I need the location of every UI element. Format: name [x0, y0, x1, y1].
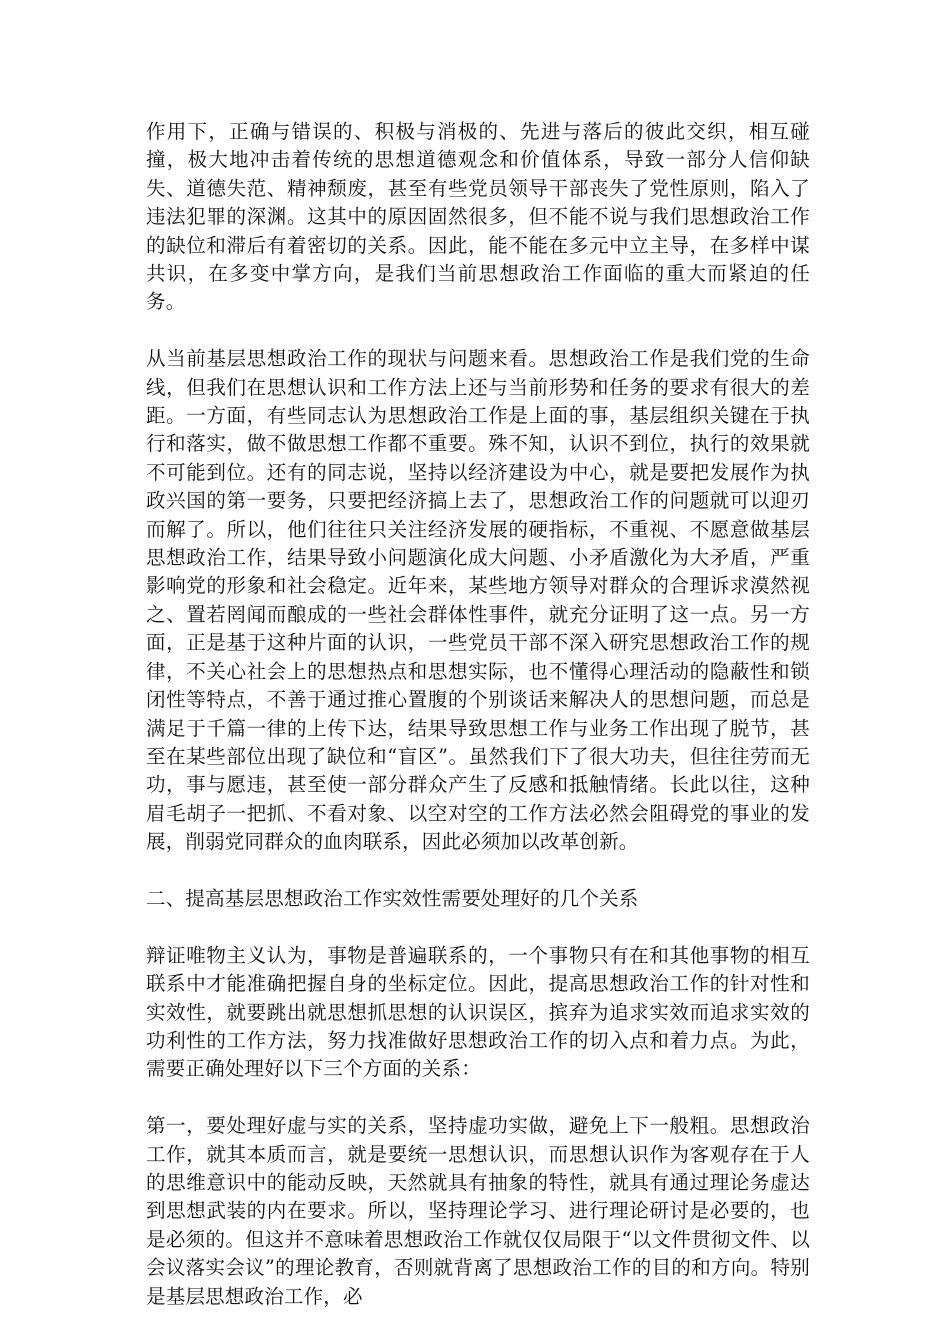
paragraph-current-situation: 从当前基层思想政治工作的现状与问题来看。思想政治工作是我们党的生命线，但我们在思想认识和工作方法上还与当前形势和任务的要求有很大的差距。一方面，有些同志认为思想政治工作是上面的事，基层组织关键在于执行和落实，做不做思想工作都不重要。殊不知，认识不到位，执行的效果就不可能到位。还有的同志说，坚持以经济建设为中心，就是要把发展作为执政兴国的第一要务，只要把经济搞上去了，思想政治工作的问题就可以迎刃而解了。所以，他们往往只关注经济发展的硬指标，不重视、不愿意做基层思想政治工作，结果导致小问题演化成大问题、小矛盾激化为大矛盾，严重影响党的形象和社会稳定。近年来，某些地方领导对群众的合理诉求漠然视之、置若罔闻而酿成的一些社会群体性事件，就充分证明了这一点。另一方面，正是基于这种片面的认识，一些党员干部不深入研究思想政治工作的规律，不关心社会上的思想热点和思想实际，也不懂得心理活动的隐蔽性和锁闭性等特点，不善于通过推心置腹的个别谈话来解决人的思想问题，而总是满足于千篇一律的上传下达，结果导致思想工作与业务工作出现了脱节，甚至在某些部位出现了缺位和“盲区”。虽然我们下了很大功夫，但往往劳而无功，事与愿违，甚至使一部分群众产生了反感和抵触情绪。长此以往，这种眉毛胡子一把抓、不看对象、以空对空的工作方法必然会阻碍党的事业的发展，削弱党同群众的血肉联系，因此必须加以改革创新。: [146, 347, 810, 854]
document-page: [146, 118, 810, 1339]
paragraph-dialectics: 辩证唯物主义认为，事物是普遍联系的，一个事物只有在和其他事物的相互联系中才能准确把握自身的坐标定位。因此，提高思想政治工作的针对性和实效性，就要跳出就思想抓思想的认识误区，摈弃为追求实效而追求实效的功利性的工作方法，努力找准做好思想政治工作的切入点和着力点。为此，需要正确处理好以下三个方面的关系：: [146, 943, 810, 1081]
section-heading-two: 二、提高基层思想政治工作实效性需要处理好的几个关系: [146, 886, 639, 910]
paragraph-first-relation: 第一，要处理好虚与实的关系，坚持虚功实做，避免上下一般粗。思想政治工作，就其本质而言，就是要统一思想认识，而思想认识作为客观存在于人的思维意识中的能动反映，天然就具有抽象的特性，就具有通过理论务虚达到思想武装的内在要求。所以，坚持理论学习、进行理论研讨是必要的，也是必须的。但这并不意味着思想政治工作就仅仅局限于“以文件贯彻文件、以会议落实会议”的理论教育，否则就背离了思想政治工作的目的和方向。特别是基层思想政治工作，必: [146, 1114, 810, 1308]
paragraph-intro-continuation: 作用下，正确与错误的、积极与消极的、先进与落后的彼此交织，相互碰撞，极大地冲击着传统的思想道德观念和价值体系，导致一部分人信仰缺失、道德失范、精神颓废，甚至有些党员领导干部丧失了党性原则，陷入了违法犯罪的深渊。这其中的原因固然很多，但不能不说与我们思想政治工作的缺位和滞后有着密切的关系。因此，能不能在多元中立主导，在多样中谋共识，在多变中掌方向，是我们当前思想政治工作面临的重大而紧迫的任务。: [146, 120, 810, 314]
